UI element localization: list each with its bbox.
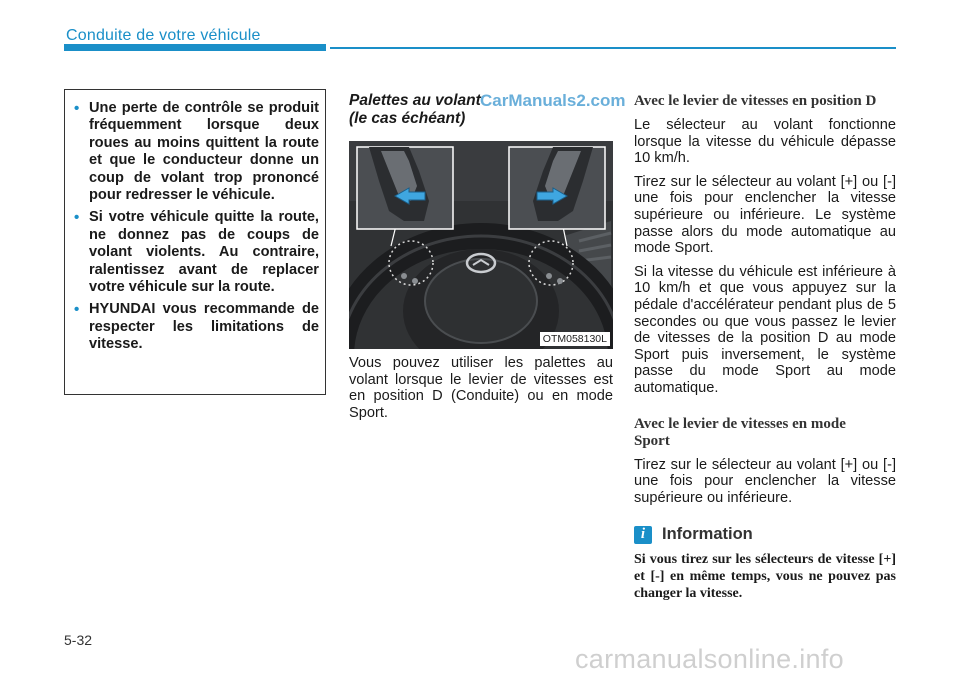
bullet-icon: • <box>74 209 80 227</box>
section-title: Conduite de votre véhicule <box>66 27 261 44</box>
steering-wheel-illustration <box>349 141 613 349</box>
paddles-title: Palettes au volant <box>349 92 481 109</box>
position-d-paragraph-1: Le sélecteur au volant fonctionne lorsque la vitesse du véhicule dépasse 10 km/h. <box>634 117 896 167</box>
information-header <box>634 525 896 544</box>
warning-item: • HYUNDAI vous recommande de respecter les limitations de vitesse. <box>74 301 319 353</box>
warning-box <box>64 89 326 395</box>
header-accent-bar <box>64 44 326 51</box>
position-d-heading: Avec le levier de vitesses en position D <box>634 93 877 109</box>
header-rule <box>330 47 896 49</box>
figure-code-label: OTM058130L <box>540 332 610 346</box>
steering-wheel-figure <box>349 141 613 349</box>
sport-mode-heading: Avec le levier de vitesses en mode <box>634 415 846 432</box>
paddles-description: Vous pouvez utiliser les palettes au volant lorsque le levier de vitesses est en position D (Conduite) ou en mode Sport. <box>349 355 613 421</box>
information-title: Information <box>662 525 753 544</box>
footer-watermark: carmanualsonline.info <box>575 644 844 674</box>
bullet-icon: • <box>74 301 80 319</box>
sport-mode-heading-cont: Sport <box>634 432 670 449</box>
warning-item: • Une perte de contrôle se produit fréquemment lorsque deux roues au moins quittent la route et que le conducteur donne un coup de volant trop prononcé pour redresser le véhicule. <box>74 100 319 204</box>
bullet-icon: • <box>74 100 80 117</box>
info-icon: i <box>634 526 652 544</box>
sport-mode-paragraph: Tirez sur le sélecteur au volant [+] ou [-] une fois pour enclencher la vitesse supérieure ou inférieure. <box>634 456 896 506</box>
information-text: Si vous tirez sur les sélecteurs de vitesse [+] et [-] en même temps, vous ne pouvez pas changer la vitesse. <box>634 552 896 602</box>
sport-mode-heading-block <box>634 416 896 450</box>
right-column <box>634 93 896 602</box>
position-d-paragraph-3: Si la vitesse du véhicule est inférieure à 10 km/h et que vous appuyez sur la pédale d'accélérateur pendant plus de 5 secondes ou que vous passez le levier de vitesses de la position D au mode Sport puis inversement, le système passe du mode Sport au mode automatique. <box>634 263 896 396</box>
page-number: 5-32 <box>64 632 93 648</box>
position-d-paragraph-2: Tirez sur le sélecteur au volant [+] ou [-] une fois pour enclencher la vitesse supérieure ou inférieure. Le système passe alors du mode automatique au mode Sport. <box>634 173 896 257</box>
paddles-subtitle: (le cas échéant) <box>349 110 466 127</box>
warning-item: • Si votre véhicule quitte la route, ne donnez pas de coups de volant violents. Au contraire, ralentissez avant de replacer votre véhicule sur la route. <box>74 209 319 296</box>
watermark-text: CarManuals2.com <box>480 91 626 110</box>
